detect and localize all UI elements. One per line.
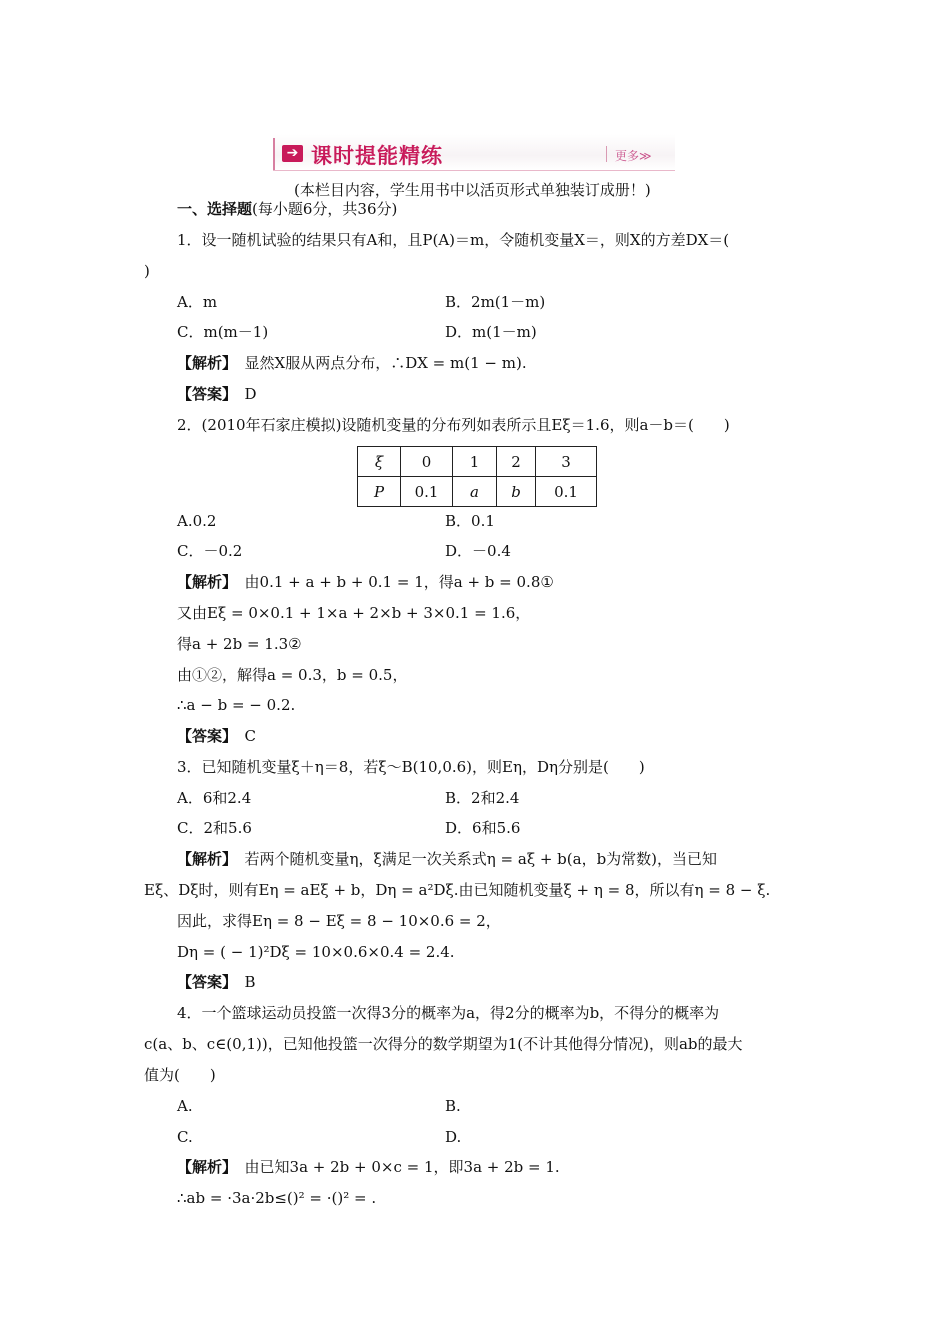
table-cell: 0.1 <box>401 477 453 507</box>
table-cell: b <box>497 477 536 507</box>
q4-option-a: A. <box>177 1097 193 1115</box>
q3-answer-label: 【答案】 <box>177 973 230 991</box>
q4-analysis-text: 由已知3a + 2b + 0×c = 1，即3a + 2b = 1. <box>244 1158 560 1176</box>
table-cell: 3 <box>536 447 597 477</box>
q3-answer <box>177 972 256 992</box>
q1-option-d: D．m(1－m) <box>445 323 537 341</box>
arrow-right-icon: ➔ <box>282 145 303 162</box>
q2-step: ∴a − b = − 0.2. <box>177 696 296 714</box>
q4-option-c: C. <box>177 1128 193 1146</box>
section-heading <box>177 199 397 219</box>
q2-option-c: C．－0.2 <box>177 542 243 560</box>
q3-step: Dη = ( − 1)²Dξ = 10×0.6×0.4 = 2.4. <box>177 943 455 961</box>
q4-text-line: 值为( ) <box>144 1066 216 1084</box>
q2-text: 2．(2010年石家庄模拟)设随机变量的分布列如表所示且Eξ＝1.6，则a－b＝( ) <box>177 416 730 434</box>
q4-analysis-label: 【解析】 <box>177 1158 230 1176</box>
table-cell: ξ <box>358 447 401 477</box>
q3-option-b: B．2和2.4 <box>445 789 520 807</box>
q3-step: Eξ、Dξ时，则有Eη = aEξ + b，Dη = a²Dξ.由已知随机变量ξ + η = 8，所以有η = 8 − ξ. <box>144 881 771 899</box>
q3-option-d: D．6和5.6 <box>445 819 521 837</box>
q2-answer-value: C <box>244 727 257 745</box>
table-row <box>358 477 597 507</box>
q1-option-a: A．m <box>177 293 218 311</box>
distribution-table <box>357 446 597 507</box>
q4-option-b: B. <box>445 1097 461 1115</box>
q3-option-c: C．2和5.6 <box>177 819 252 837</box>
q3-analysis-text: 若两个随机变量η，ξ满足一次关系式η = aξ + b(a，b为常数)，当已知 <box>244 850 718 868</box>
banner-divider <box>273 138 275 170</box>
q1-option-b: B．2m(1－m) <box>445 293 546 311</box>
q1-text-end: ) <box>144 262 150 280</box>
q1-answer-value: D <box>244 385 257 403</box>
q2-option-b: B．0.1 <box>445 512 495 530</box>
q1-answer <box>177 384 257 404</box>
q1-analysis <box>177 353 527 373</box>
q4-option-d: D. <box>445 1128 462 1146</box>
q2-step: 又由Eξ = 0×0.1 + 1×a + 2×b + 3×0.1 = 1.6， <box>177 604 531 622</box>
q2-analysis-label: 【解析】 <box>177 573 230 591</box>
table-cell: P <box>358 477 401 507</box>
q3-step: 因此，求得Eη = 8 − Eξ = 8 − 10×0.6 = 2， <box>177 912 501 930</box>
q2-answer-label: 【答案】 <box>177 727 230 745</box>
q4-text-line: c(a、b、c∈(0,1))，已知他投篮一次得分的数学期望为1(不计其他得分情况)，则ab的最大 <box>144 1035 743 1053</box>
table-row <box>358 447 597 477</box>
q2-step: 由①②，解得a = 0.3，b = 0.5， <box>177 666 408 684</box>
q2-answer <box>177 726 256 746</box>
table-cell: 0.1 <box>536 477 597 507</box>
banner-note: (本栏目内容，学生用书中以活页形式单独装订成册！) <box>294 181 651 199</box>
section-title: 一、选择题 <box>177 200 253 218</box>
q1-answer-label: 【答案】 <box>177 385 230 403</box>
table-cell: 0 <box>401 447 453 477</box>
q2-analysis <box>177 572 554 592</box>
section-detail: (每小题6分，共36分) <box>252 200 398 218</box>
q2-analysis-text: 由0.1 + a + b + 0.1 = 1，得a + b = 0.8① <box>244 573 554 591</box>
q4-text: 4．一个篮球运动员投篮一次得3分的概率为a，得2分的概率为b，不得分的概率为 <box>177 1004 720 1022</box>
banner-separator <box>606 146 607 162</box>
table-cell: 2 <box>497 447 536 477</box>
q2-option-a: A.0.2 <box>177 512 217 530</box>
section-banner <box>273 134 675 171</box>
q3-text: 3．已知随机变量ξ＋η＝8，若ξ～B(10,0.6)，则Eη，Dη分别是( ) <box>177 758 645 776</box>
q1-text: 1．设一随机试验的结果只有A和，且P(A)＝m，令随机变量X＝，则X的方差DX＝( <box>177 231 730 249</box>
q3-answer-value: B <box>244 973 256 991</box>
table-cell: 1 <box>453 447 497 477</box>
q2-step: 得a + 2b = 1.3② <box>177 635 302 653</box>
more-link[interactable]: 更多≫ <box>615 149 652 163</box>
banner-title: 课时提能精练 <box>311 144 443 168</box>
q1-analysis-text: 显然X服从两点分布，∴DX = m(1 − m). <box>244 354 527 372</box>
q3-option-a: A．6和2.4 <box>177 789 252 807</box>
q1-analysis-label: 【解析】 <box>177 354 230 372</box>
q4-analysis <box>177 1157 560 1177</box>
table-cell: a <box>453 477 497 507</box>
q1-option-c: C．m(m－1) <box>177 323 269 341</box>
q2-option-d: D．－0.4 <box>445 542 511 560</box>
q3-analysis <box>177 849 717 869</box>
q4-step: ∴ab = ·3a·2b≤()² = ·()² = . <box>177 1189 377 1207</box>
q3-analysis-label: 【解析】 <box>177 850 230 868</box>
